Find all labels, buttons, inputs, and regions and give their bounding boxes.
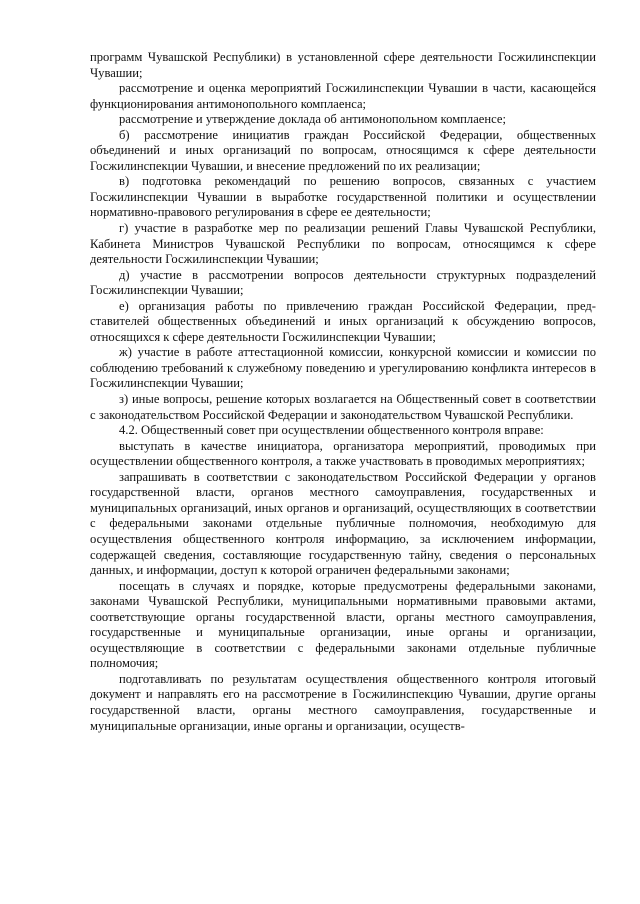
paragraph-right-visit: посещать в случаях и порядке, которые предусмотрены федеральными законами, законами Чувашской Республики, муниципальными нормативными правовыми актами, соответствующие органы государственной власти, органы местного самоуправления, государственные и муниципальные организации, иные органы и организации, осуществляющие в соответствии с федеральными законами отдельные публичные полномочия; bbox=[90, 578, 596, 671]
paragraph-item-b: б) рассмотрение инициатив граждан Российской Федерации, общественных объединений и иных организаций по вопросам, относящимся к сфере деятельности Госжилинспекции Чувашии, и внесение предложений по их реализации; bbox=[90, 127, 596, 173]
paragraph-section-4-2: 4.2. Общественный совет при осуществлении общественного контроля вправе: bbox=[119, 423, 544, 438]
paragraph-item-d: д) участие в рассмотрении вопросов деятельности структурных подразделений Госжилинспекции Чувашии; bbox=[90, 267, 596, 298]
document-page bbox=[90, 50, 596, 734]
paragraph-continuation: программ Чувашской Республики) в установленной сфере деятельности Госжилинспекции Чувашии; bbox=[90, 50, 596, 80]
paragraph-item-v: в) подготовка рекомендаций по решению вопросов, связанных с участием Госжилинспекции Чувашии в выработке государственной политики и осуществлении нормативно-правового регулирования в сфере ее деятельности; bbox=[90, 174, 596, 220]
paragraph-compliance-report: рассмотрение и утверждение доклада об антимонопольном комплаенсе; bbox=[119, 112, 506, 127]
paragraph-item-z: з) иные вопросы, решение которых возлагается на Общественный совет в соответствии с законодательством Российской Федерации и законодательством Чувашской Республики. bbox=[90, 392, 596, 422]
paragraph-item-zh: ж) участие в работе аттестационной комиссии, конкурсной комиссии и комиссии по соблюдению требований к служебному поведению и урегулированию конфликта интересов в Госжилинспекции Чувашии; bbox=[90, 345, 596, 391]
paragraph-compliance-evaluation: рассмотрение и оценка мероприятий Госжилинспекции Чувашии в части, касающейся функционирования антимонопольного комплаенса; bbox=[90, 81, 596, 111]
paragraph-item-e: е) организация работы по привлечению граждан Российской Федерации, представителей общественных объединений и иных организаций к обсуждению вопросов, относящихся к сфере деятельности Госжилинспекции Чувашии; bbox=[90, 298, 596, 344]
paragraph-right-prepare: подготавливать по результатам осуществления общественного контроля итоговый документ и направлять его на рассмотрение в Госжилинспекцию Чувашии, другие органы государственной власти, органы местного самоуправления, государственные и муниципальные организации, иные органы и организации, осуществ- bbox=[90, 671, 596, 733]
paragraph-right-request: запрашивать в соответствии с законодательством Российской Федерации у органов государственной власти, органов местного самоуправления, государственных и муниципальных организаций, иных органов и организаций, осуществляющих в соответствии с федеральными законами отдельные публичные полномочия, необходимую для осуществления общественного контроля информацию, за исключением информации, содержащей сведения, составляющие государственную тайну, сведения о персональных данных, и информации, доступ к которой ограничен федеральными законами; bbox=[90, 469, 596, 578]
paragraph-right-initiate: выступать в качестве инициатора, организатора мероприятий, проводимых при осуществлении общественного контроля, а также участвовать в проводимых мероприятиях; bbox=[90, 438, 596, 469]
paragraph-item-g: г) участие в разработке мер по реализации решений Главы Чувашской Республики, Кабинета Министров Чувашской Республики по вопросам, относящимся к сфере деятельности Госжилинспекции Чувашии; bbox=[90, 221, 596, 267]
